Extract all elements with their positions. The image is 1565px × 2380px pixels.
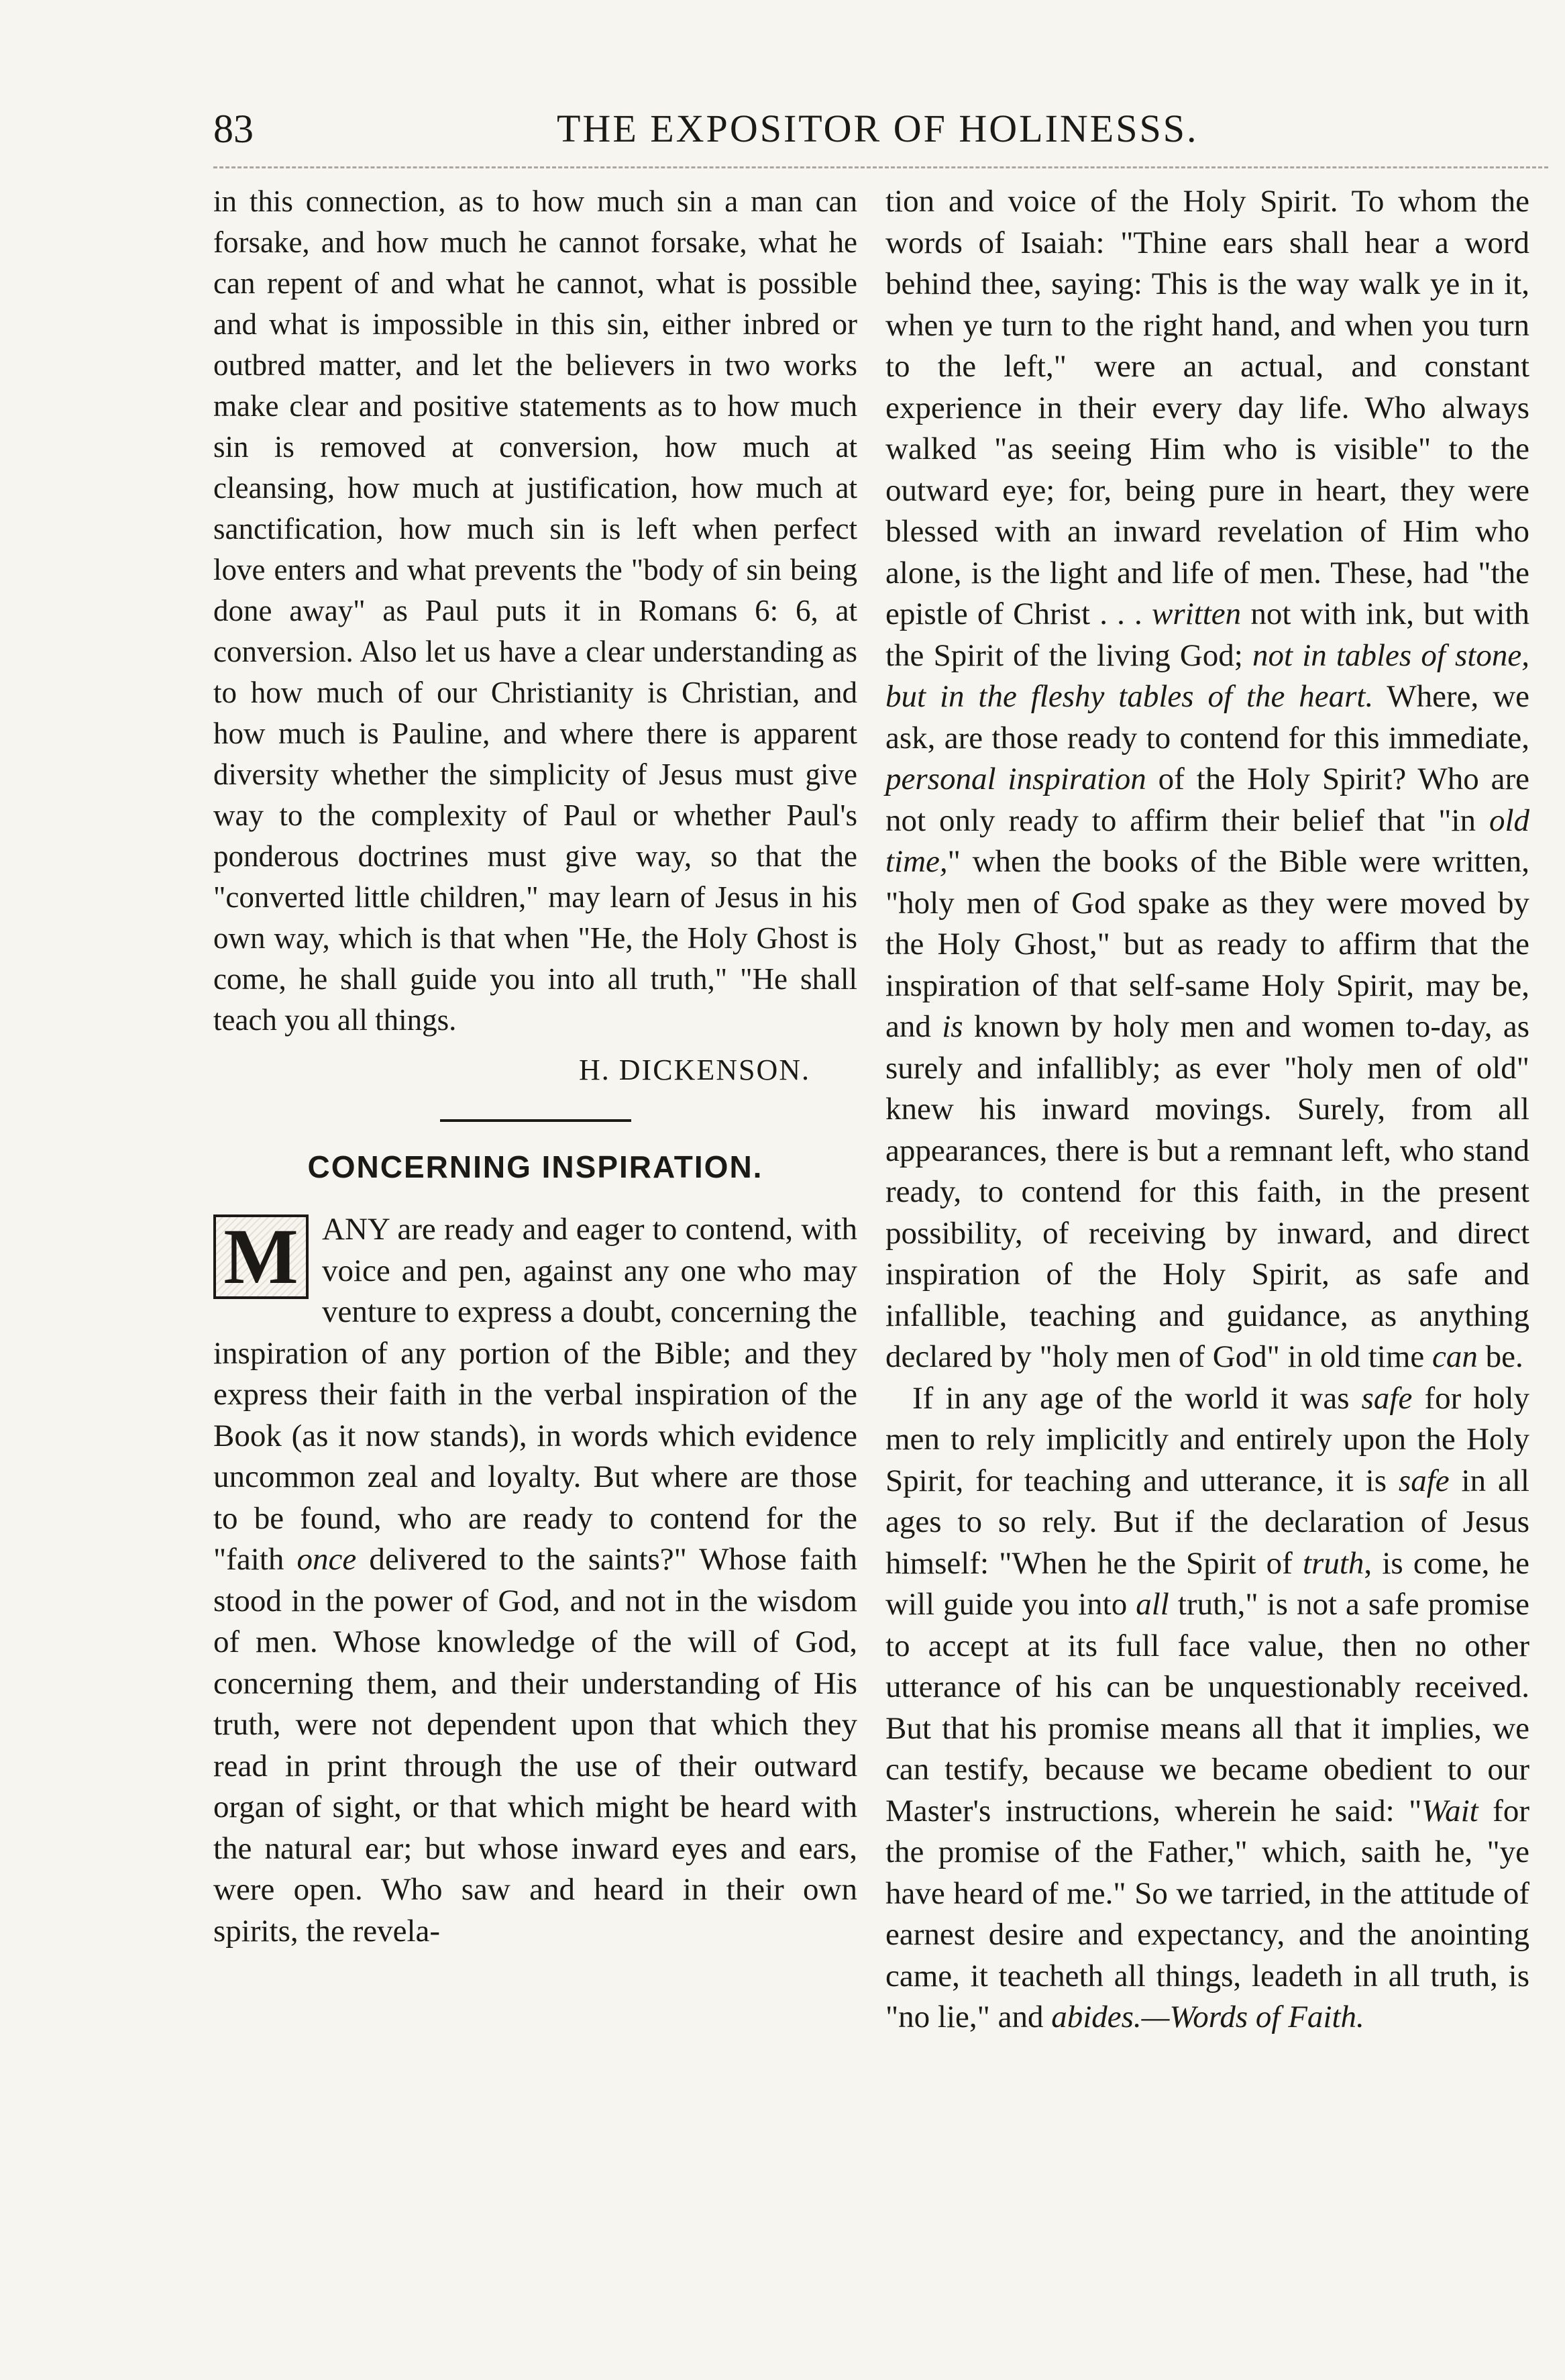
running-head: THE EXPOSITOR OF HOLINESSS.	[557, 107, 1199, 150]
inspiration-paragraph-1: M ANY are ready and eager to contend, with voice and pen, against any one who may venture to express a doubt, concerning the inspiration of any portion of the Bible; and they express their faith in the verbal inspiration of the Book (as it now stands), in words which evidence uncommon zeal and loyalty. But where are those to be found, who are ready to contend for the "faith once delivered to the saints?" Whose faith stood in the power of God, and not in the wisdom of men. Whose knowledge of the will of God, concerning them, and their understanding of His truth, were not dependent upon that which they read in print through the use of their outward organ of sight, or that which might be heard with the natural ear; but whose inward eyes and ears, were open. Who saw and heard in their own spirits, the revela-	[213, 1212, 857, 1949]
page-number: 83	[213, 107, 254, 151]
left-column	[213, 181, 857, 1952]
header-rule	[213, 166, 1548, 168]
section-title: CONCERNING INSPIRATION.	[307, 1149, 763, 1184]
right-column	[885, 181, 1529, 2038]
inspiration-paragraph-2: If in any age of the world it was safe for holy men to rely implicitly and entirely upon the Holy Spirit, for teaching and utterance, it is safe in all ages to so rely. But if the declaration of Jesus himself: "When he the Spirit of truth, is come, he will guide you into all truth," is not a safe promise to accept at its full face value, then no other utterance of his can be unquestionably received. But that his promise means all that it implies, we can testify, because we became obedient to our Master's instructions, wherein he said: "Wait for the promise of the Father," which, saith he, "ye have heard of me." So we tarried, in the attitude of earnest desire and expectancy, and the anointing came, it teacheth all things, leadeth in all truth, is "no lie," and abides.—Words of Faith.	[885, 1380, 1529, 2034]
drop-cap-initial: M	[213, 1214, 309, 1299]
article-continuation: in this connection, as to how much sin a man can forsake, and how much he cannot forsake, what he can repent of and what he cannot, what is possible and what is impossible in this sin, either inbred or outbred matter, and let the believers in two works make clear and positive statements as to how much sin is removed at conversion, how much at cleansing, how much at justification, how much at sanctification, how much sin is left when perfect love enters and what prevents the "body of sin being done away" as Paul puts it in Romans 6: 6, at conversion. Also let us have a clear understanding as to how much of our Christianity is Christian, and how much is Pauline, and where there is apparent diversity whether the simplicity of Jesus must give way to the complexity of Paul or whether Paul's ponderous doctrines must give way, so that the "converted little children," may learn of Jesus in his own way, which is that when "He, the Holy Ghost is come, he shall guide you into all truth," "He shall teach you all things.	[213, 185, 857, 1037]
section-divider	[440, 1119, 631, 1122]
inspiration-paragraph-1-continued: tion and voice of the Holy Spirit. To whom the words of Isaiah: "Thine ears shall hear a word behind thee, saying: This is the way walk ye in it, when ye turn to the right hand, and when you turn to the left," were an actual, and constant experience in their every day life. Who always walked "as seeing Him who is visible" to the outward eye; for, being pure in heart, they were blessed with an inward revelation of Him who alone, is the light and life of men. These, had "the epistle of Christ . . . written not with ink, but with the Spirit of the living God; not in tables of stone, but in the fleshy tables of the heart. Where, we ask, are those ready to contend for this immediate, personal inspiration of the Holy Spirit? Who are not only ready to affirm their belief that "in old time," when the books of the Bible were written, "holy men of God spake as they were moved by the Holy Ghost," but as ready to affirm that the inspiration of that self-same Holy Spirit, may be, and is known by holy men and women to-day, as surely and infallibly; as ever "holy men of old" knew his inward movings. Surely, from all appearances, there is but a remnant left, who stand ready, to contend for this faith, in the present possibility, of receiving by inward, and direct inspiration of the Holy Spirit, as safe and infallible, teaching and guidance, as anything declared by "holy men of God" in old time can be.	[885, 184, 1530, 1374]
author-signature: H. DICKENSON.	[579, 1053, 810, 1086]
